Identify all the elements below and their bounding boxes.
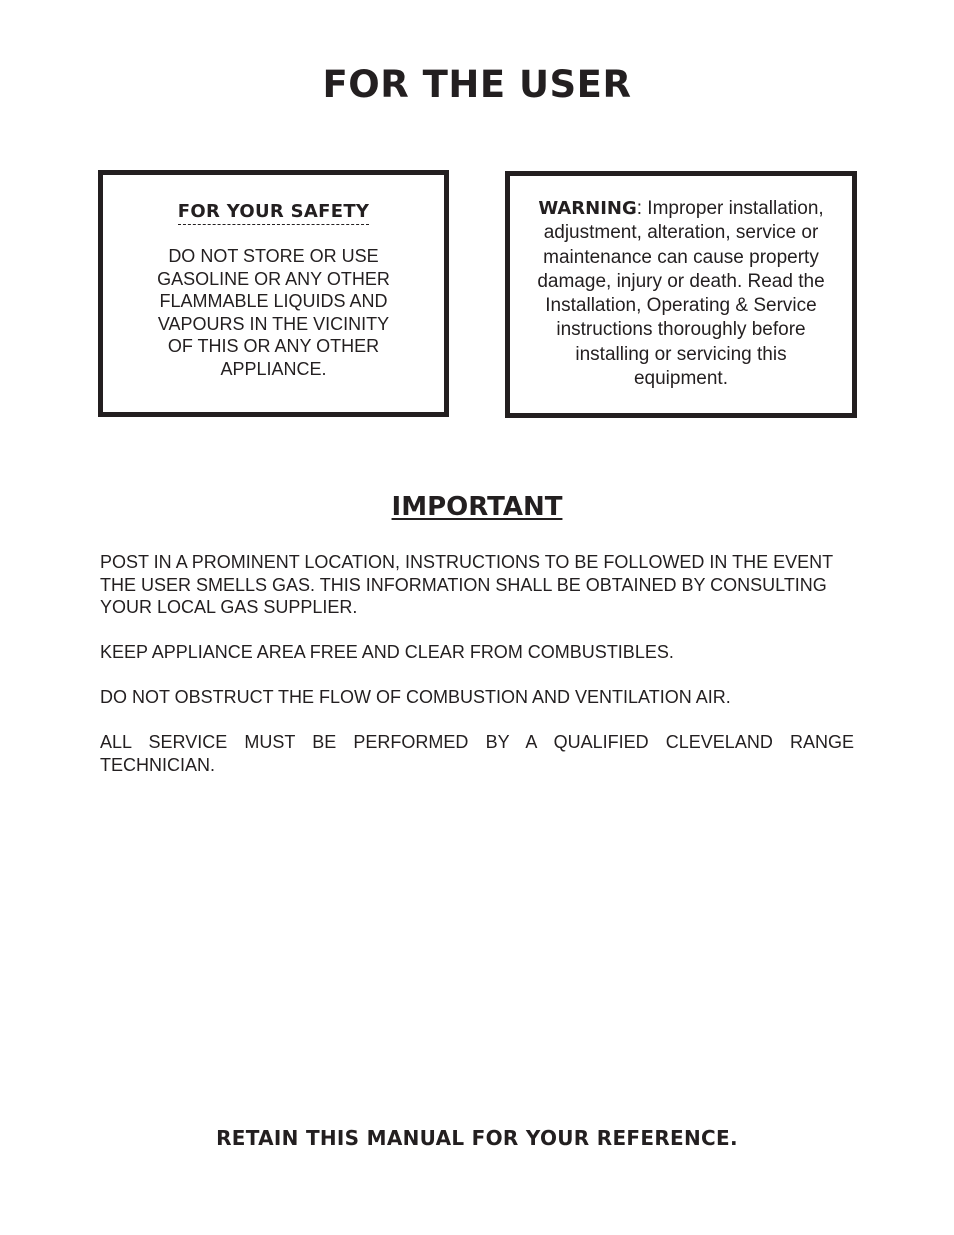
page-title: FOR THE USER xyxy=(322,63,632,106)
safety-text xyxy=(117,245,430,380)
safety-line: VAPOURS IN THE VICINITY xyxy=(157,313,390,334)
important-paragraph: DO NOT OBSTRUCT THE FLOW OF COMBUSTION AND VENTILATION AIR. xyxy=(100,687,731,707)
warning-first-line-rest: : Improper installation, xyxy=(636,198,824,219)
safety-line: FLAMMABLE LIQUIDS AND xyxy=(159,291,388,311)
safety-notice-box xyxy=(98,170,449,417)
safety-heading: FOR YOUR SAFETY xyxy=(178,201,369,225)
warning-line: adjustment, alteration, service or xyxy=(543,222,819,244)
important-paragraph: KEEP APPLIANCE AREA FREE AND CLEAR FROM COMBUSTIBLES. xyxy=(100,642,674,662)
warning-line xyxy=(526,197,836,221)
warning-line: equipment. xyxy=(633,368,728,390)
important-paragraph: ALL SERVICE MUST BE PERFORMED BY A QUALIFIED CLEVELAND RANGE TECHNICIAN. xyxy=(100,732,854,775)
warning-line: damage, injury or death. Read the xyxy=(537,270,825,292)
safety-line: OF THIS OR ANY OTHER xyxy=(167,336,380,356)
warning-label: WARNING xyxy=(538,198,637,219)
warning-line: maintenance can cause property xyxy=(543,246,819,268)
safety-line: APPLIANCE. xyxy=(220,358,327,379)
important-heading: IMPORTANT xyxy=(391,492,563,522)
important-heading-wrap xyxy=(0,490,954,524)
warning-notice-box xyxy=(505,171,857,418)
warning-line: Installation, Operating & Service xyxy=(545,295,817,317)
important-paragraph: POST IN A PROMINENT LOCATION, INSTRUCTIONS TO BE FOLLOWED IN THE EVENT THE USER SMELLS GAS. THIS INFORMATION SHALL BE OBTAINED BY CONSULTING YOUR LOCAL GAS SUPPLIER. xyxy=(100,552,833,617)
safety-line: DO NOT STORE OR USE xyxy=(168,246,379,266)
warning-line: instructions thoroughly before xyxy=(556,319,806,341)
warning-text xyxy=(526,197,836,391)
safety-line: GASOLINE OR ANY OTHER xyxy=(157,268,390,289)
retain-manual-notice: RETAIN THIS MANUAL FOR YOUR REFERENCE. xyxy=(216,1126,738,1150)
warning-line: installing or servicing this xyxy=(575,343,787,365)
